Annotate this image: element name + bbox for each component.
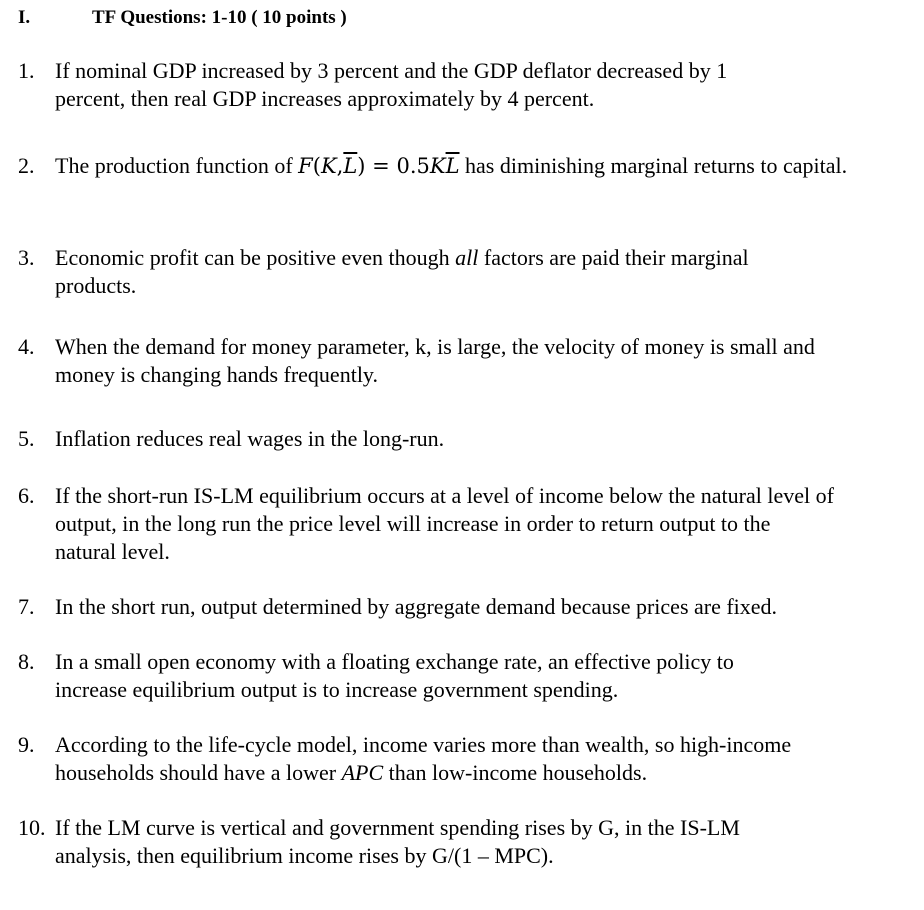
question-10 — [18, 814, 898, 870]
question-3 — [18, 244, 898, 300]
question-text: In the short run, output determined by aggregate demand because prices are fixed. — [55, 594, 778, 619]
question-5 — [18, 425, 898, 453]
question-8 — [18, 648, 898, 704]
question-number: 2. — [18, 153, 35, 178]
question-text-after: factors are paid their marginal products. — [55, 245, 749, 298]
question-text: When the demand for money parameter, k, is large, the velocity of money is small and money is changing hands frequently. — [55, 334, 815, 387]
question-2 — [18, 152, 898, 180]
question-1 — [18, 57, 898, 113]
question-number: 8. — [18, 649, 35, 674]
production-function-formula: $F(K,\overline{L}) = 0.5K\overline{L}$ — [298, 154, 460, 178]
question-text — [55, 152, 855, 180]
question-text: Inflation reduces real wages in the long-run. — [55, 426, 445, 451]
question-text-italic: APC — [341, 760, 384, 785]
question-text-before: The production function of — [55, 153, 299, 178]
question-text-after: has diminishing marginal returns to capital. — [459, 153, 848, 178]
question-number: 7. — [18, 594, 35, 619]
question-text: If the short-run IS-LM equilibrium occurs at a level of income below the natural level of output, in the long run the price level will increase in order to return output to the natural level. — [55, 483, 834, 564]
question-text: In a small open economy with a floating exchange rate, an effective policy to increase equilibrium output is to increase government spending. — [55, 649, 734, 702]
question-text-before: According to the life-cycle model, income varies more than wealth, so high-income households should have a lower — [55, 732, 792, 785]
question-number: 5. — [18, 426, 35, 451]
question-7 — [18, 593, 898, 621]
question-text — [55, 244, 835, 300]
question-6 — [18, 482, 898, 566]
question-number: 4. — [18, 334, 35, 359]
section-header — [18, 6, 438, 30]
question-9 — [18, 731, 898, 787]
question-text-italic: all — [455, 245, 479, 270]
section-title: TF Questions: 1-10 ( 10 points ) — [92, 7, 347, 28]
question-text: If the LM curve is vertical and government spending rises by G, in the IS-LM analysis, then equilibrium income rises by G/(1 – MPC). — [55, 815, 740, 868]
question-number: 10. — [18, 815, 46, 840]
question-number: 9. — [18, 732, 35, 757]
question-number: 6. — [18, 483, 35, 508]
question-text-after: than low-income households. — [383, 760, 648, 785]
section-number: I. — [18, 7, 31, 28]
question-number: 3. — [18, 245, 35, 270]
question-number: 1. — [18, 58, 35, 83]
question-text — [55, 731, 800, 787]
question-4 — [18, 333, 898, 389]
question-text: If nominal GDP increased by 3 percent and the GDP deflator decreased by 1 percent, then real GDP increases approximately by 4 percent. — [55, 58, 728, 111]
question-text-before: Economic profit can be positive even though — [55, 245, 456, 270]
